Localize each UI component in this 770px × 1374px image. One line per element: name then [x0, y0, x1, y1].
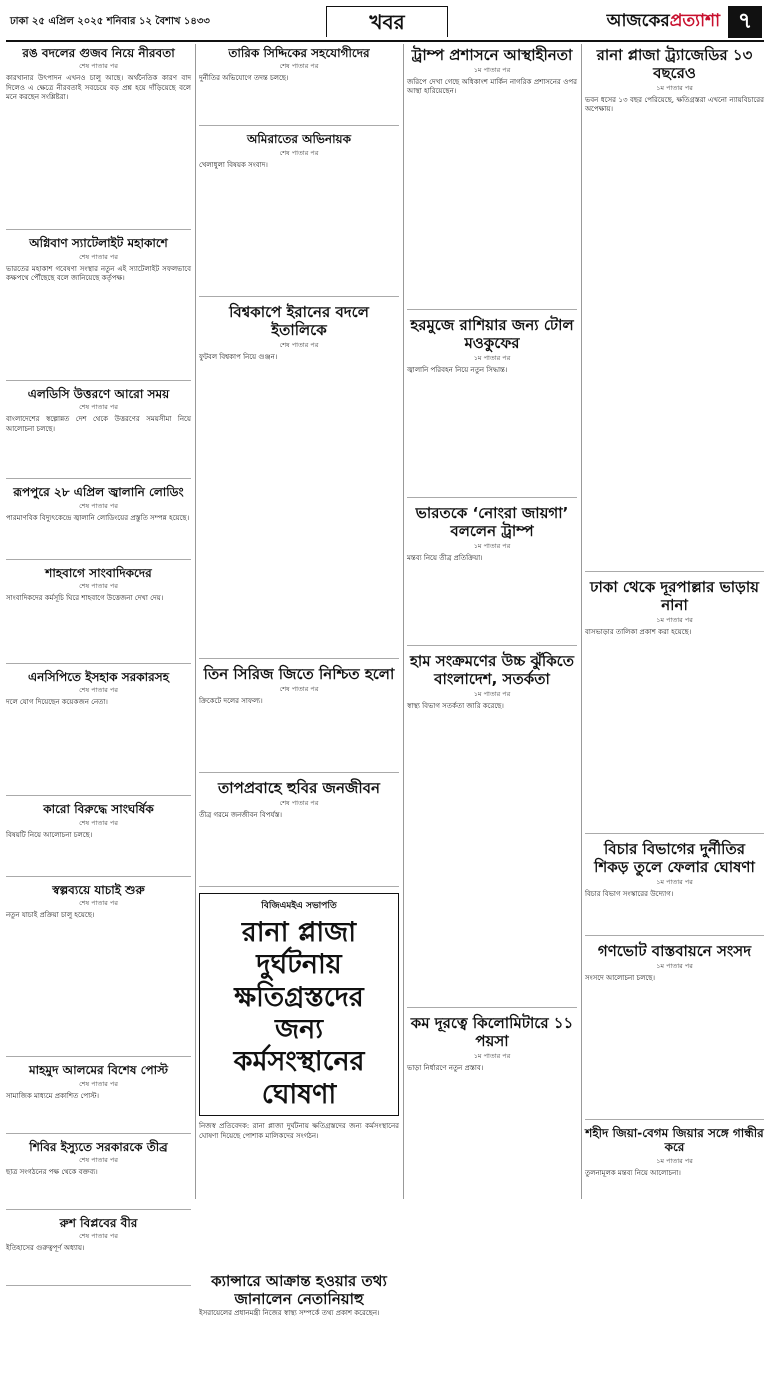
newspaper-logo	[607, 8, 720, 36]
article	[407, 1014, 577, 1219]
feature-article	[199, 893, 399, 1116]
article-body: ক্রিকেটে দলের সাফল্য।	[199, 696, 263, 705]
continuation-label: ১ম পাতার পর	[656, 616, 693, 624]
article	[199, 1272, 399, 1374]
article-body: ভারতের মহাকাশ গবেষণা সংস্থার নতুন এই স্যাটেলাইট সফলভাবে কক্ষপথে পৌঁছেছে বলে জানিয়েছে কর্তৃপক্ষ।	[6, 264, 191, 283]
column-1	[6, 44, 196, 1253]
article	[6, 802, 191, 876]
article-headline: বিশ্বকাপে ইরানের বদলে ইতালিকে	[229, 302, 369, 339]
article	[6, 1140, 191, 1210]
article-headline: গণভোট বাস্তবায়নে সংসদ	[597, 942, 752, 960]
article-headline: মাহমুদ আলমের বিশেষ পোস্ট	[28, 1063, 168, 1078]
article-body: দুর্নীতির অভিযোগে তদন্ত চলছে।	[199, 74, 289, 83]
column-4	[585, 44, 764, 1199]
continuation-label: শেষ পাতার পর	[279, 340, 319, 349]
article-body: নতুন যাচাই প্রক্রিয়া চালু হয়েছে।	[6, 911, 95, 920]
article-body: বিচার বিভাগ সংস্কারের উদ্যোগ।	[585, 890, 674, 898]
article	[407, 652, 577, 1008]
continuation-label: ১ম পাতার পর	[473, 66, 511, 74]
article	[6, 1216, 191, 1286]
article	[6, 670, 191, 796]
article	[6, 46, 191, 230]
article-body: ইতিহাসের গুরুত্বপূর্ণ অধ্যায়।	[6, 1244, 85, 1253]
article	[407, 504, 577, 646]
continuation-label: শেষ পাতার পর	[279, 798, 319, 807]
article	[585, 46, 764, 572]
article-body: সামাজিক মাধ্যমে প্রকাশিত পোস্ট।	[6, 1091, 100, 1100]
continuation-label: ১ম পাতার পর	[473, 542, 511, 550]
article	[585, 942, 764, 1120]
article-body: ইসরায়েলের প্রধানমন্ত্রী নিজের স্বাস্থ্য সম্পর্কে তথ্য প্রকাশ করেছেন।	[199, 1309, 380, 1318]
continuation-label: শেষ পাতার পর	[79, 403, 118, 412]
continuation-label: ১ম পাতার পর	[473, 1052, 511, 1060]
article-body: ফুটবল বিশ্বকাপ নিয়ে গুঞ্জন।	[199, 352, 278, 361]
article-headline: রঙ বদলের গুজব নিয়ে নীরবতা	[22, 46, 175, 60]
article	[6, 236, 191, 380]
article	[6, 566, 191, 664]
article-body: তুলনামূলক মন্তব্য নিয়ে আলোচনা।	[585, 1168, 681, 1177]
article-headline: রুশ বিপ্লবের বীর	[59, 1215, 138, 1230]
article-headline: ভারতকে ‘নোংরা জায়গা’ বললেন ট্রাম্প	[415, 504, 569, 540]
article-body: বিষয়টি নিয়ে আলোচনা চলছে।	[6, 830, 93, 839]
article-headline: অমিরাতের অভিনায়ক	[246, 132, 352, 147]
feature-body: নিজস্ব প্রতিবেদক: রানা প্লাজা দুর্ঘটনায় ক্ষতিগ্রস্তদের জন্য কর্মসংস্থানের ঘোষণা দিয়েছে পোশাক মালিকদের সংগঠন।	[199, 1122, 399, 1140]
page-number: ৭	[728, 6, 762, 38]
article-body: বাংলাদেশের স্বল্পোন্নত দেশ থেকে উত্তরণের সময়সীমা নিয়ে আলোচনা চলছে।	[6, 415, 191, 433]
article-body: কারখানার উৎপাদন এখনও চালু আছে। অর্থনৈতিক কারণ বাদ দিলেও এ ক্ষেত্রে নীরবতাই সবচেয়ে বড় প্রশ্ন হয়ে দাঁড়িয়েছে বলে মনে করছেন সংশ্লিষ্টরা।	[6, 74, 191, 102]
continuation-label: শেষ পাতার পর	[79, 1079, 118, 1088]
section-title: খবর	[326, 6, 448, 37]
article-headline: কারো বিরুদ্ধে সাংঘর্ষিক	[43, 802, 154, 817]
article	[407, 316, 577, 498]
article-headline: তিন সিরিজ জিতে নিশ্চিত হলো	[203, 664, 395, 683]
article-headline: কম দূরত্বে কিলোমিটারে ১১ পয়সা	[410, 1014, 574, 1050]
article-body: মন্তব্য নিয়ে তীব্র প্রতিক্রিয়া।	[407, 554, 483, 562]
article-body: খেলাধুলা বিষয়ক সংবাদ।	[199, 160, 268, 169]
continuation-label: শেষ পাতার পর	[79, 818, 118, 827]
brand-part-1: আজকের	[606, 11, 670, 31]
article-headline: বিচার বিভাগের দুর্নীতির শিকড় তুলে ফেলার ঘোষণা	[594, 840, 755, 876]
article	[199, 665, 399, 773]
article-body: জরিপে দেখা গেছে অধিকাংশ মার্কিন নাগরিক প্রশাসনের ওপর আস্থা হারিয়েছেন।	[407, 78, 577, 96]
issue-date: ঢাকা ২৫ এপ্রিল ২০২৫ শনিবার ১২ বৈশাখ ১৪৩৩	[10, 16, 210, 27]
article-body: সংসদে আলোচনা চলছে।	[585, 974, 655, 982]
article	[407, 46, 577, 310]
continuation-label: শেষ পাতার পর	[79, 686, 118, 695]
continuation-label: ১ম পাতার পর	[473, 354, 511, 362]
continuation-label: শেষ পাতার পর	[79, 252, 118, 261]
article-body: স্বাস্থ্য বিভাগ সতর্কতা জারি করেছে।	[407, 702, 504, 710]
continuation-label: শেষ পাতার পর	[279, 684, 319, 693]
continuation-label: ১ম পাতার পর	[656, 1156, 693, 1165]
article-headline: স্বল্পব্যয়ে যাচাই শুরু	[52, 882, 145, 897]
article-body: তীব্র গরমে জনজীবন বিপর্যস্ত।	[199, 810, 283, 819]
continuation-label: শেষ পাতার পর	[79, 501, 118, 510]
article-body: পারমাণবিক বিদ্যুৎকেন্দ্রে জ্বালানি লোডিংয়ের প্রস্তুতি সম্পন্ন হয়েছে।	[6, 513, 190, 522]
masthead	[6, 6, 764, 42]
article-headline: শিবির ইস্যুতে সরকারকে তীব্র	[29, 1139, 168, 1154]
kicker: বিজিএমইএ সভাপতি	[261, 900, 337, 911]
article	[6, 485, 191, 559]
article-headline: শাহবাগে সাংবাদিকদের	[45, 565, 152, 580]
continuation-label: ১ম পাতার পর	[473, 690, 511, 698]
article	[6, 387, 191, 479]
article-headline: এলডিসি উত্তরণে আরো সময়	[27, 386, 170, 401]
continuation-label: শেষ পাতার পর	[279, 62, 319, 71]
article	[585, 1126, 764, 1294]
column-3	[407, 44, 582, 1199]
article	[6, 883, 191, 1057]
article	[585, 578, 764, 834]
article-headline: হাম সংক্রমণের উচ্চ ঝুঁকিতে বাংলাদেশ, সতর্কতা	[410, 652, 574, 688]
article-headline: ক্যান্সারে আক্রান্ত হওয়ার তথ্য জানালেন নেতানিয়াহু	[211, 1272, 387, 1309]
continuation-label: শেষ পাতার পর	[79, 581, 118, 590]
brand-part-2: প্রত্যাশা	[669, 11, 720, 31]
article-body: ছাত্র সংগঠনের পক্ষ থেকে বক্তব্য।	[6, 1167, 98, 1176]
article-headline: ট্রাম্প প্রশাসনে আস্থাহীনতা	[411, 46, 573, 64]
continuation-label: শেষ পাতার পর	[79, 1155, 118, 1164]
continuation-label: শেষ পাতার পর	[79, 62, 118, 71]
article-body: জ্বালানি পরিবহন নিয়ে নতুন সিদ্ধান্ত।	[407, 366, 508, 374]
article	[199, 46, 399, 126]
article-headline: তারিক সিদ্দিকের সহযোগীদের	[228, 46, 370, 60]
article-headline: ঢাকা থেকে দূরপাল্লার ভাড়ায় নানা	[589, 578, 760, 614]
continuation-label: ১ম পাতার পর	[656, 962, 693, 970]
feature-headline: রানা প্লাজা দুর্ঘটনায় ক্ষতিগ্রস্তদের জন্য কর্মসংস্থানের ঘোষণা	[233, 916, 365, 1110]
article-body: ভবন ধসের ১৩ বছর পেরিয়েছে, ক্ষতিগ্রস্তরা এখনো ন্যায়বিচারের অপেক্ষায়।	[585, 96, 764, 114]
continuation-label: ১ম পাতার পর	[656, 878, 693, 886]
continuation-label: শেষ পাতার পর	[79, 899, 118, 908]
article-headline: এনসিপিতে ইসহাক সরকারসহ	[28, 669, 169, 684]
article-body: সাংবাদিকদের কর্মসূচি ঘিরে শাহবাগে উত্তেজনা দেখা দেয়।	[6, 593, 164, 602]
article-body: দলে যোগ দিয়েছেন কয়েকজন নেতা।	[6, 698, 108, 707]
article-headline: হরমুজে রাশিয়ার জন্য টোল মওকুফের	[410, 316, 574, 352]
article-headline: রূপপুরে ২৮ এপ্রিল জ্বালানি লোডিং	[13, 485, 184, 500]
article	[6, 1063, 191, 1133]
article	[199, 779, 399, 887]
article-headline: তাপপ্রবাহে হুবির জনজীবন	[218, 778, 380, 797]
article	[585, 840, 764, 936]
article-body: বাসভাড়ার তালিকা প্রকাশ করা হয়েছে।	[585, 628, 692, 636]
article-headline: শহীদ জিয়া-বেগম জিয়ার সঙ্গে গান্ধীর করে	[585, 1126, 764, 1155]
continuation-label: শেষ পাতার পর	[279, 148, 319, 157]
column-2	[199, 44, 404, 1318]
continuation-label: ১ম পাতার পর	[656, 84, 693, 92]
article-headline: অগ্নিবাণ স্যাটেলাইট মহাকাশে	[29, 236, 168, 251]
article-body: ভাড়া নির্ধারণে নতুন প্রস্তাব।	[407, 1064, 484, 1072]
article	[199, 303, 399, 659]
continuation-label: শেষ পাতার পর	[79, 1232, 118, 1241]
article	[199, 132, 399, 296]
article-headline: রানা প্লাজা ট্র্যাজেডির ১৩ বছরেও	[596, 46, 753, 82]
